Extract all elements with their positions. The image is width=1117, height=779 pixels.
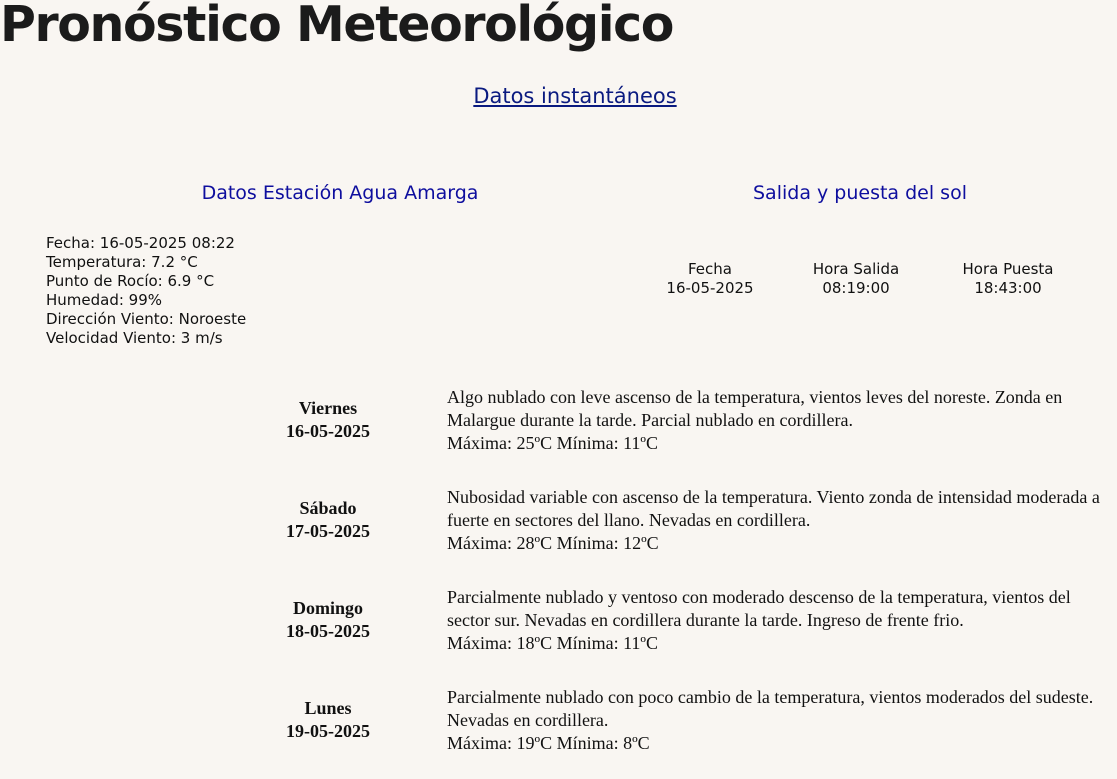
forecast-day <box>238 597 418 643</box>
forecast-row <box>0 386 1117 476</box>
forecast-description <box>447 686 1115 755</box>
sunrise-column <box>786 260 926 298</box>
forecast-day-name: Lunes <box>304 698 352 718</box>
station-wind-speed: Velocidad Viento: 3 m/s <box>46 329 223 347</box>
forecast-text: Algo nublado con leve ascenso de la temperatura, vientos leves del noreste. Zonda en Malargue durante la tarde. Parcial nublado en cordillera. <box>447 387 1063 430</box>
forecast-day <box>238 397 418 443</box>
station-wind-direction: Dirección Viento: Noroeste <box>46 310 247 328</box>
forecast-text: Nubosidad variable con ascenso de la temperatura. Viento zonda de intensidad moderada a fuerte en sectores del llano. Nevadas en cordillera. <box>447 487 1100 530</box>
sun-date-header: Fecha <box>688 260 732 278</box>
sun-date-value: 16-05-2025 <box>666 279 754 297</box>
forecast-day <box>238 697 418 743</box>
sunset-column <box>938 260 1078 298</box>
sunrise-value: 08:19:00 <box>822 279 890 297</box>
sunset-value: 18:43:00 <box>974 279 1042 297</box>
instant-data-link[interactable]: Datos instantáneos <box>473 84 677 108</box>
forecast-text: Parcialmente nublado y ventoso con moderado descenso de la temperatura, vientos del sector sur. Nevadas en cordillera durante la tarde. Ingreso de frente frio. <box>447 587 1071 630</box>
forecast-temps: Máxima: 28ºC Mínima: 12ºC <box>447 533 659 553</box>
forecast-day-name: Domingo <box>292 598 363 618</box>
sun-date-column <box>640 260 780 298</box>
station-title: Datos Estación Agua Amarga <box>201 182 479 204</box>
sunset-header: Hora Puesta <box>962 260 1054 278</box>
forecast-row <box>0 486 1117 576</box>
sun-title: Salida y puesta del sol <box>753 182 967 204</box>
forecast-description <box>447 386 1115 455</box>
forecast-day-name: Sábado <box>299 498 357 518</box>
forecast-day <box>238 497 418 543</box>
forecast-text: Parcialmente nublado con poco cambio de la temperatura, vientos moderados del sudeste. Nevadas en cordillera. <box>447 687 1094 730</box>
forecast-day-date: 19-05-2025 <box>286 721 370 741</box>
forecast-day-name: Viernes <box>298 398 358 418</box>
forecast-temps: Máxima: 18ºC Mínima: 11ºC <box>447 633 658 653</box>
forecast-description <box>447 486 1115 555</box>
station-date: Fecha: 16-05-2025 08:22 <box>46 234 235 252</box>
sunrise-header: Hora Salida <box>812 260 900 278</box>
forecast-description <box>447 586 1115 655</box>
station-data <box>46 234 246 348</box>
forecast-row <box>0 586 1117 676</box>
forecast-day-date: 18-05-2025 <box>286 621 370 641</box>
page-title: Pronóstico Meteorológico <box>0 0 674 53</box>
forecast-day-date: 16-05-2025 <box>286 421 370 441</box>
forecast-temps: Máxima: 19ºC Mínima: 8ºC <box>447 733 650 753</box>
forecast-temps: Máxima: 25ºC Mínima: 11ºC <box>447 433 658 453</box>
forecast-row <box>0 686 1117 776</box>
station-dew-point: Punto de Rocío: 6.9 °C <box>46 272 215 290</box>
station-humidity: Humedad: 99% <box>46 291 163 309</box>
station-temperature: Temperatura: 7.2 °C <box>46 253 198 271</box>
forecast-day-date: 17-05-2025 <box>286 521 370 541</box>
